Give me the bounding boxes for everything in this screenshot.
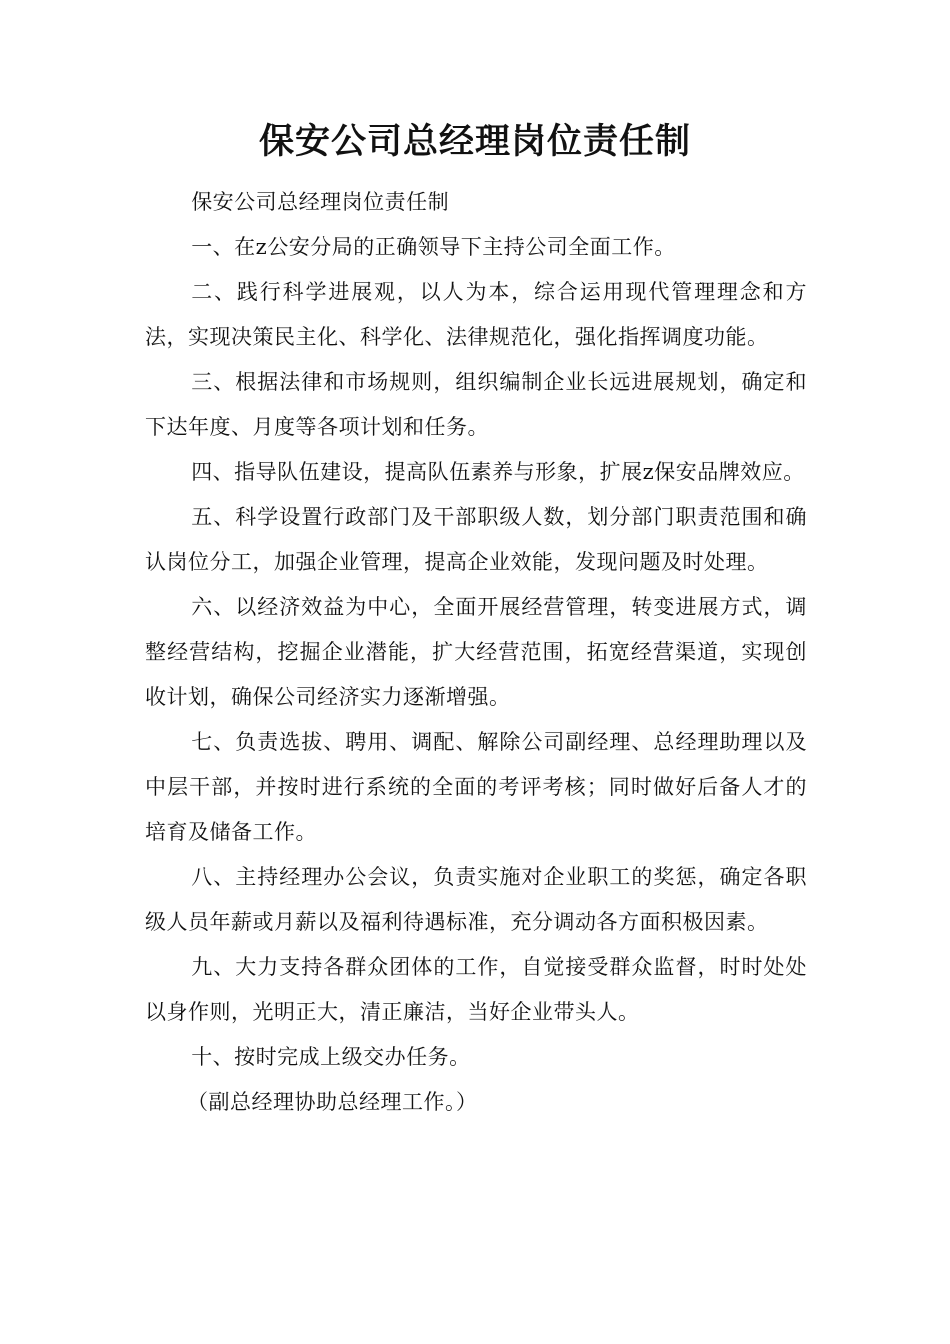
closing-note: （副总经理协助总经理工作。）	[187, 1090, 478, 1114]
paragraph-8: 八、主持经理办公会议，负责实施对企业职工的奖惩，确定各职级人员年薪或月薪以及福利待遇标准，充分调动各方面积极因素。	[145, 865, 807, 934]
paragraph-7: 七、负责选拔、聘用、调配、解除公司副经理、总经理助理以及中层干部，并按时进行系统的全面的考评考核；同时做好后备人才的培育及储备工作。	[145, 730, 807, 844]
document-title: 保安公司总经理岗位责任制	[258, 121, 691, 162]
paragraph-4: 四、指导队伍建设，提高队伍素养与形象，扩展z保安品牌效应。	[191, 460, 805, 484]
paragraph-10: 十、按时完成上级交办任务。	[191, 1045, 471, 1069]
paragraph-2: 二、践行科学进展观，以人为本，综合运用现代管理理念和方法，实现决策民主化、科学化、法律规范化，强化指挥调度功能。	[145, 280, 807, 349]
paragraph-9: 九、大力支持各群众团体的工作，自觉接受群众监督，时时处处以身作则，光明正大，清正廉洁，当好企业带头人。	[145, 955, 807, 1024]
document-body	[145, 180, 807, 1125]
document-subtitle: 保安公司总经理岗位责任制	[191, 190, 450, 214]
paragraph-3: 三、根据法律和市场规则，组织编制企业长远进展规划，确定和下达年度、月度等各项计划和任务。	[145, 370, 807, 439]
paragraph-6: 六、以经济效益为中心，全面开展经营管理，转变进展方式，调整经营结构，挖掘企业潜能，扩大经营范围，拓宽经营渠道，实现创收计划，确保公司经济实力逐渐增强。	[145, 595, 807, 709]
paragraph-1: 一、在z公安分局的正确领导下主持公司全面工作。	[191, 235, 676, 259]
paragraph-5: 五、科学设置行政部门及干部职级人数，划分部门职责范围和确认岗位分工，加强企业管理，提高企业效能，发现问题及时处理。	[145, 505, 807, 574]
